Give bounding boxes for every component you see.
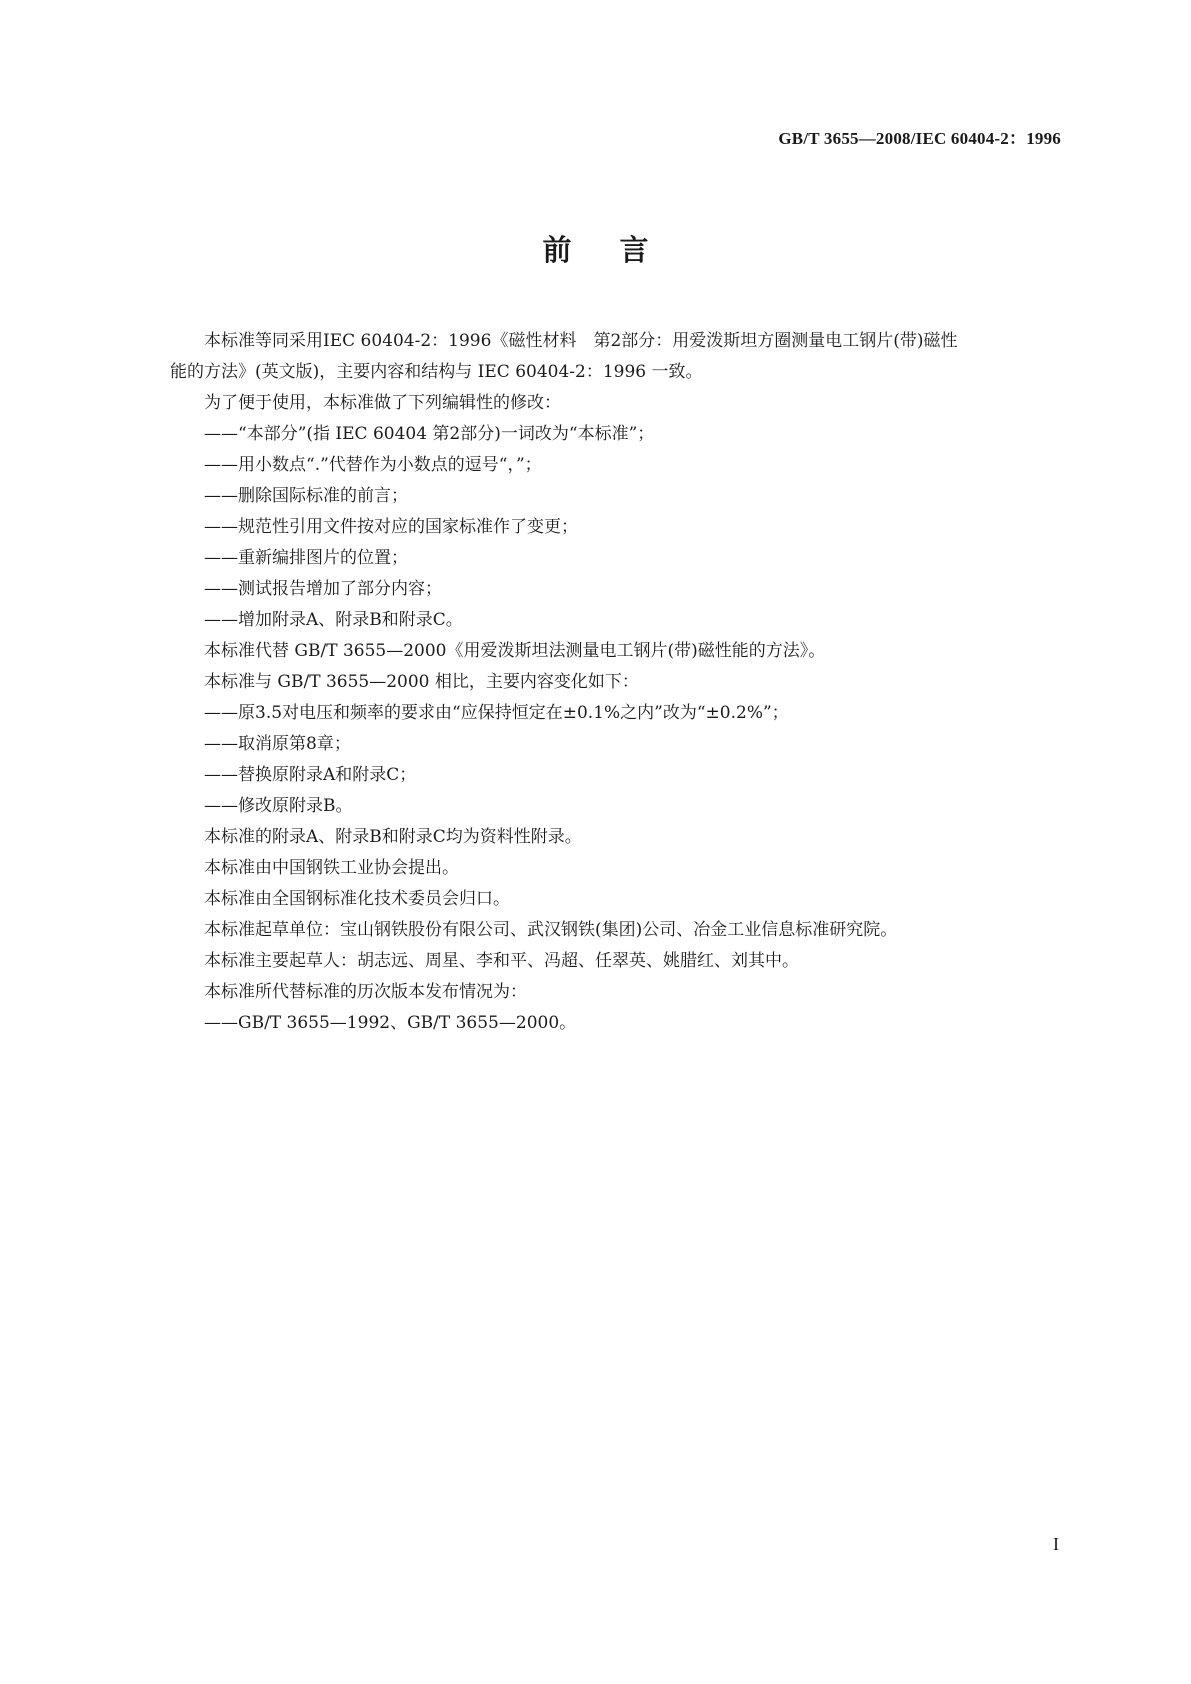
list-item: ——规范性引用文件按对应的国家标准作了变更；: [204, 517, 578, 537]
list-item: ——修改原附录B。: [204, 796, 353, 816]
list-item: ——测试报告增加了部分内容；: [204, 579, 442, 599]
foreword-body: [170, 326, 1066, 1039]
paragraph: 本标准由全国钢标准化技术委员会归口。: [204, 889, 510, 909]
paragraph: 本标准的附录A、附录B和附录C均为资料性附录。: [204, 827, 582, 847]
page-number: I: [1053, 1534, 1059, 1554]
list-item: ——“本部分”(指 IEC 60404 第2部分)一词改为“本标准”；: [204, 424, 655, 444]
page-title: 前言: [542, 233, 697, 267]
paragraph: 本标准起草单位：宝山钢铁股份有限公司、武汉钢铁(集团)公司、冶金工业信息标准研究院。: [204, 920, 898, 940]
list-item: ——重新编排图片的位置；: [204, 548, 408, 568]
list-item: ——取消原第8章；: [204, 734, 351, 754]
paragraph: 本标准等同采用IEC 60404-2：1996《磁性材料 第2部分：用爱泼斯坦方圈测量电工钢片(带)磁性: [204, 331, 958, 351]
paragraph: 本标准代替 GB/T 3655—2000《用爱泼斯坦法测量电工钢片(带)磁性能的方法》。: [204, 641, 826, 661]
standard-code-header: GB/T 3655—2008/IEC 60404-2：1996: [778, 129, 1061, 148]
paragraph: 本标准主要起草人：胡志远、周星、李和平、冯超、任翠英、姚腊红、刘其中。: [204, 951, 799, 971]
list-item: ——原3.5对电压和频率的要求由“应保持恒定在±0.1%之内”改为“±0.2%”；: [204, 703, 789, 723]
paragraph: 本标准由中国钢铁工业协会提出。: [204, 858, 459, 878]
list-item: ——GB/T 3655—1992、GB/T 3655—2000。: [204, 1013, 577, 1033]
paragraph: 能的方法》(英文版)，主要内容和结构与 IEC 60404-2：1996 一致。: [170, 362, 703, 382]
list-item: ——删除国际标准的前言；: [204, 486, 408, 506]
paragraph: 本标准所代替标准的历次版本发布情况为：: [204, 982, 527, 1002]
paragraph: 本标准与 GB/T 3655—2000 相比，主要内容变化如下：: [204, 672, 639, 692]
list-item: ——增加附录A、附录B和附录C。: [204, 610, 463, 630]
list-item: ——替换原附录A和附录C；: [204, 765, 417, 785]
list-item: ——用小数点“.”代替作为小数点的逗号“，”；: [204, 455, 542, 475]
paragraph: 为了便于使用，本标准做了下列编辑性的修改：: [204, 393, 561, 413]
